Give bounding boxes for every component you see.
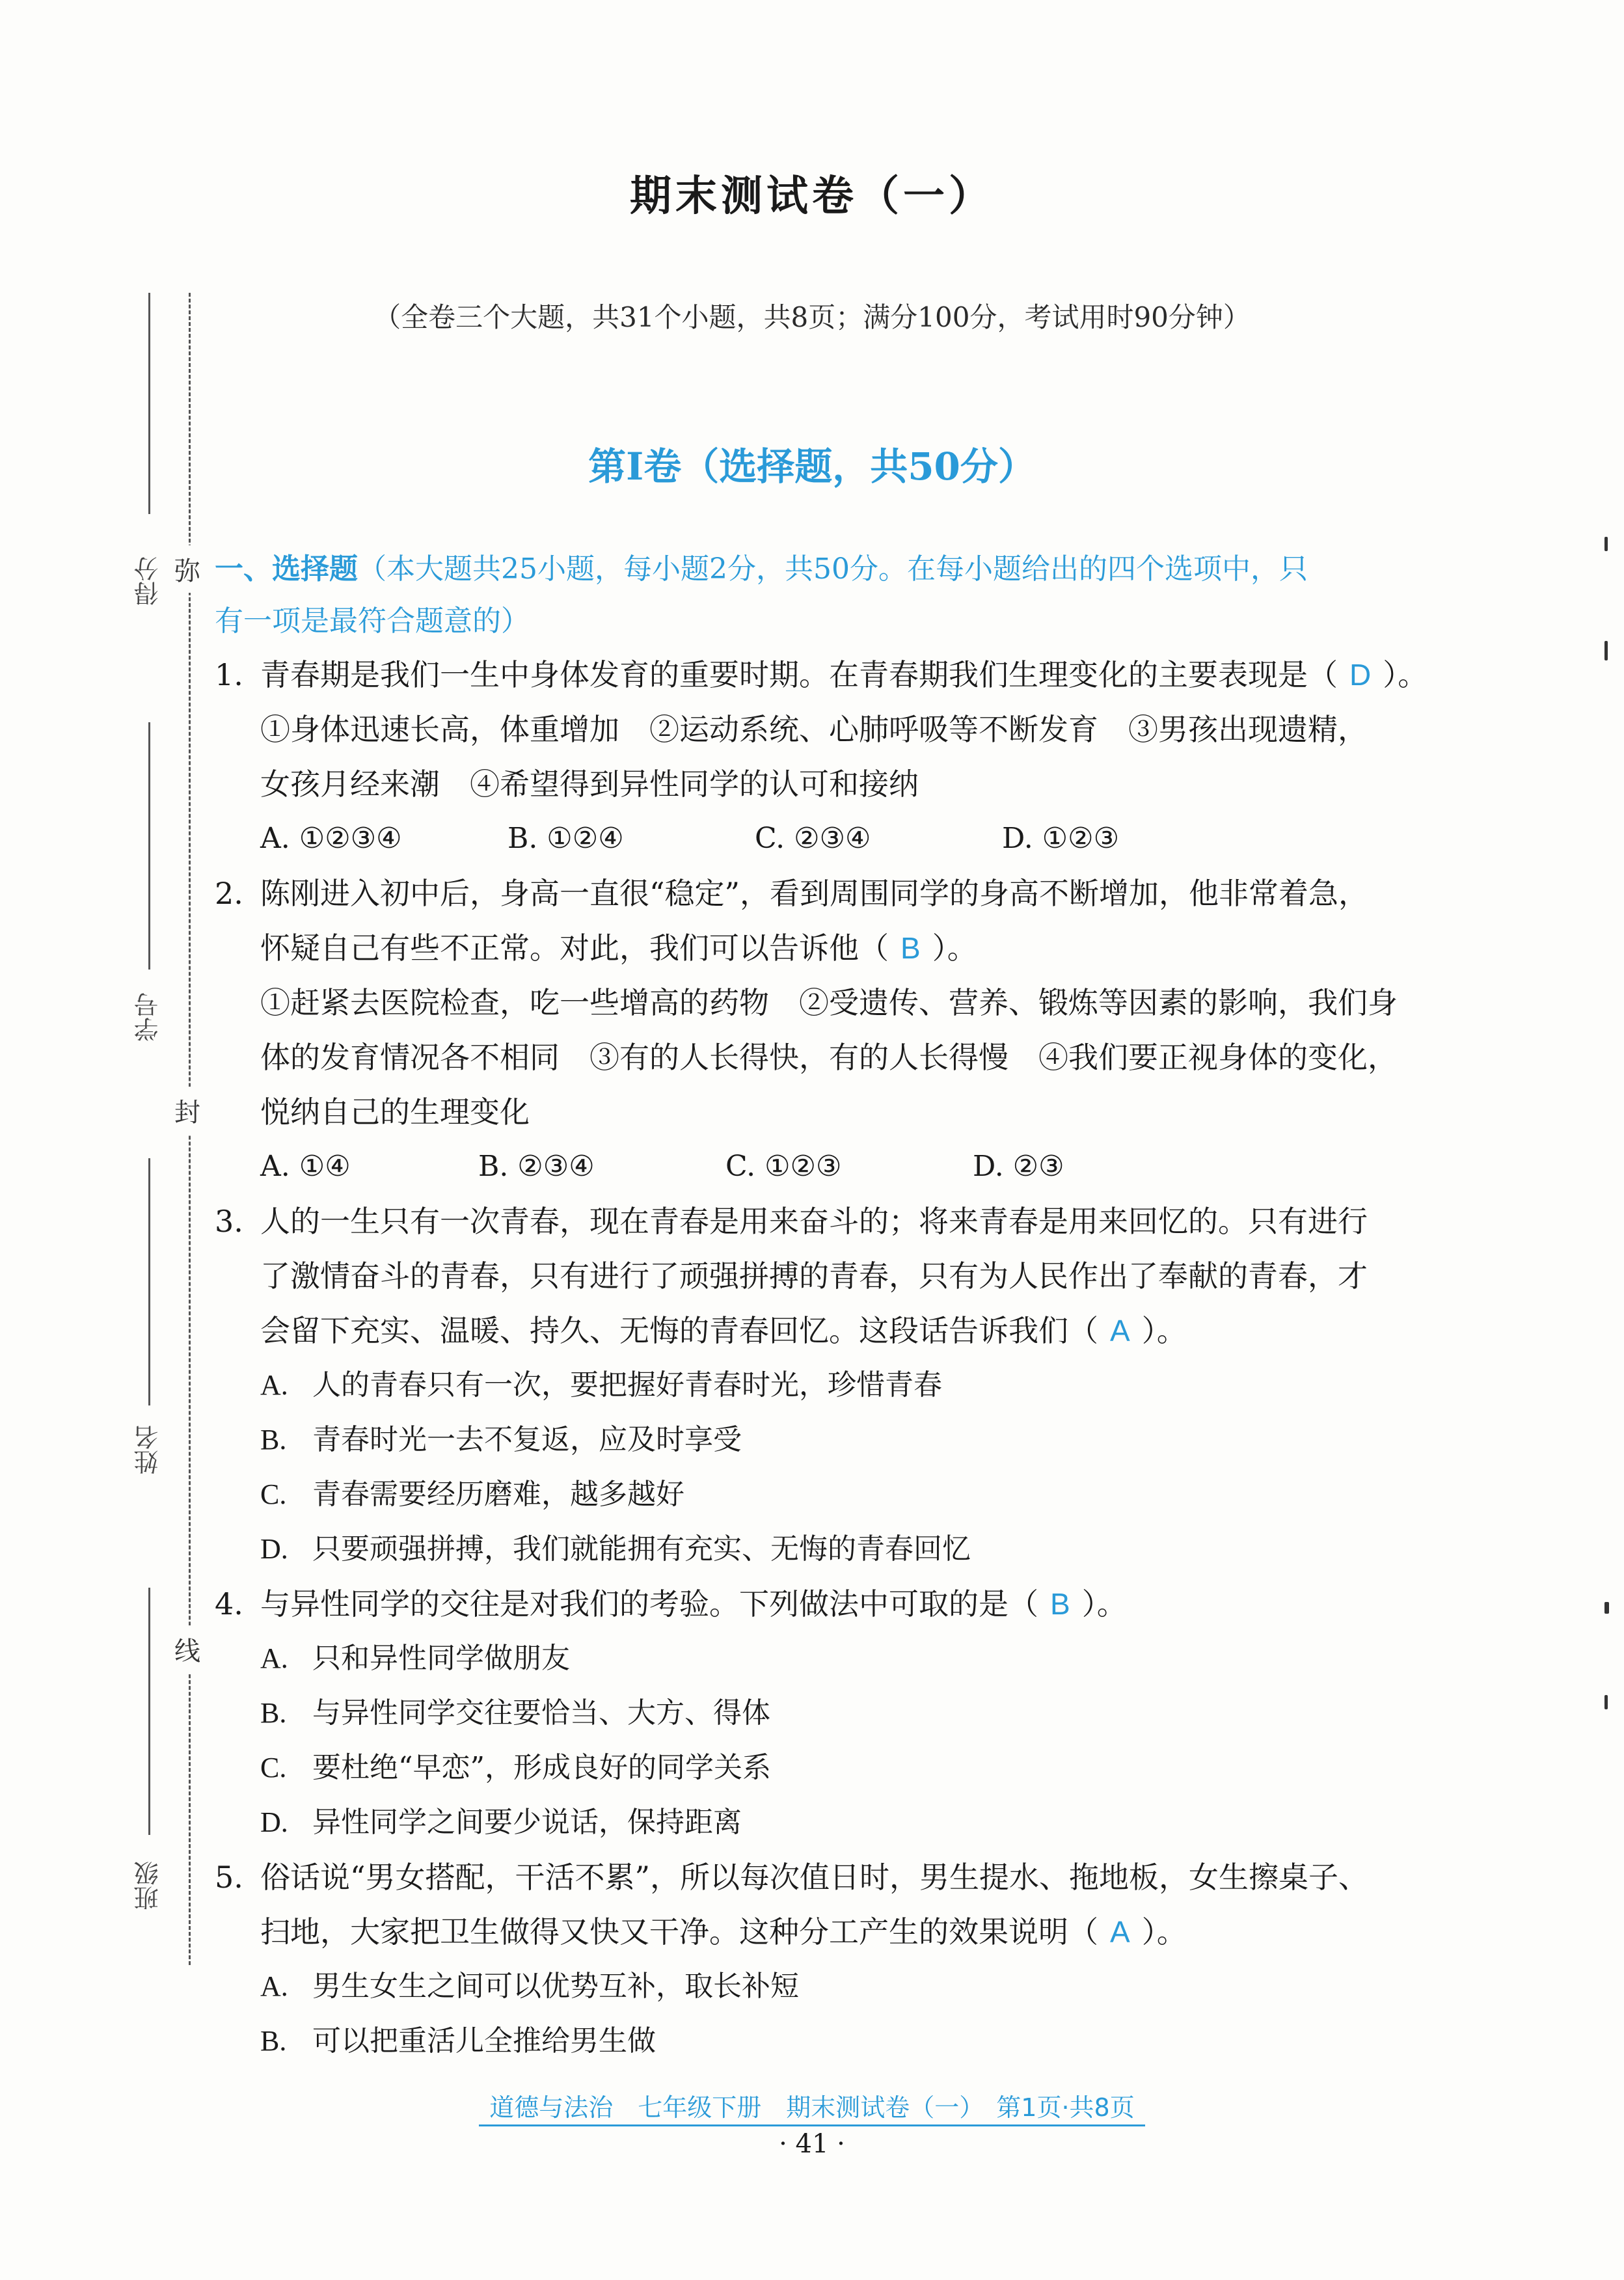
question-stem: 人的一生只有一次青春，现在青春是用来奋斗的；将来青春是用来回忆的。只有进行 <box>260 1204 1368 1239</box>
option-b: B. ②③④ <box>478 1150 595 1183</box>
option-c: C. 青春需要经历磨难，越多越好 <box>260 1478 684 1511</box>
name-line <box>148 1158 150 1405</box>
answer-mark: A <box>1110 1314 1130 1348</box>
option-b: B. 可以把重活儿全推给男生做 <box>260 2024 656 2057</box>
option-d: D. 只要顽强拼搏，我们就能拥有充实、无悔的青春回忆 <box>260 1532 971 1566</box>
scan-mark <box>1604 1602 1609 1614</box>
answer-mark: B <box>900 931 921 965</box>
option-d: D. 异性同学之间要少说话，保持距离 <box>260 1806 742 1839</box>
question-stem: 会留下充实、温暖、持久、无悔的青春回忆。这段话告诉我们（ <box>260 1313 1098 1348</box>
option-b: B. 青春时光一去不复返，应及时享受 <box>260 1423 742 1456</box>
option-a: A. 男生女生之间可以优势互补，取长补短 <box>260 1970 799 2003</box>
question-5 <box>215 1850 1503 2069</box>
option-a: A. 只和异性同学做朋友 <box>260 1642 570 1675</box>
scan-mark <box>1604 1695 1608 1709</box>
option-b: B. 与异性同学交往要恰当、大方、得体 <box>260 1696 770 1730</box>
question-number: 2. <box>215 876 243 911</box>
question-stem: 俗话说“男女搭配，干活不累”，所以每次值日时，男生提水、拖地板，女生擦桌子、 <box>260 1860 1369 1895</box>
option-a: A. ①④ <box>260 1150 351 1183</box>
name-label: 姓名 <box>134 1425 163 1474</box>
exam-instructions: （全卷三个大题，共31个小题，共8页；满分100分，考试用时90分钟） <box>373 301 1251 333</box>
seal-char-xian: 线 <box>174 1625 200 1673</box>
question-3 <box>215 1194 1503 1577</box>
score-label: 得分 <box>134 556 163 606</box>
section-heading: 第Ⅰ卷（选择题，共50分） <box>588 444 1036 489</box>
question-stem: 青春期是我们一生中身体发育的重要时期。在青春期我们生理变化的主要表现是（ <box>260 657 1338 692</box>
score-line <box>148 293 150 514</box>
question-2 <box>215 866 1503 1194</box>
question-number: 3. <box>215 1204 243 1239</box>
page-title: 期末测试卷（一） <box>630 172 994 221</box>
answer-mark: D <box>1349 658 1372 692</box>
answer-mark: A <box>1110 1915 1130 1949</box>
part-heading <box>215 543 1503 595</box>
class-label: 班级 <box>134 1861 163 1910</box>
question-statements: 悦纳自己的生理变化 <box>260 1094 530 1130</box>
question-stem: 扫地，大家把卫生做得又快又干净。这种分工产生的效果说明（ <box>260 1914 1098 1949</box>
option-c: C. ①②③ <box>725 1150 842 1183</box>
class-line <box>148 1588 150 1835</box>
seal-char-feng: 封 <box>174 1087 200 1134</box>
scan-mark <box>1604 641 1608 660</box>
option-c: C. ②③④ <box>755 822 871 855</box>
option-d: D. ①②③ <box>1002 822 1120 855</box>
answer-mark: B <box>1050 1587 1070 1621</box>
question-number: 1. <box>215 657 243 692</box>
part-note: （本大题共25小题，每小题2分，共50分。在每小题给出的四个选项中，只 <box>358 552 1308 586</box>
question-number: 4. <box>215 1586 243 1622</box>
option-d: D. ②③ <box>973 1150 1064 1183</box>
question-number: 5. <box>215 1860 243 1895</box>
student-id-label: 学号 <box>134 992 163 1042</box>
question-statements: ①身体迅速长高，体重增加 ②运动系统、心肺呼吸等不断发育 ③男孩出现遗精， <box>260 712 1368 747</box>
part-note-cont: 有一项是最符合题意的） <box>215 604 530 638</box>
question-stem: 怀疑自己有些不正常。对此，我们可以告诉他（ <box>260 930 889 966</box>
question-statements: ①赶紧去医院检查，吃一些增高的药物 ②受遗传、营养、锻炼等因素的影响，我们身 <box>260 985 1398 1020</box>
question-stem-end: ）。 <box>932 930 977 966</box>
question-4 <box>215 1577 1503 1850</box>
question-area <box>215 543 1503 2069</box>
question-stem-end: ）。 <box>1081 1586 1127 1622</box>
option-a: A. ①②③④ <box>260 822 402 855</box>
question-stem: 与异性同学的交往是对我们的考验。下列做法中可取的是（ <box>260 1586 1038 1622</box>
page-footer <box>0 2087 1624 2123</box>
page-number: · 41 · <box>779 2129 845 2159</box>
question-statements: 体的发育情况各不相同 ③有的人长得快，有的人长得慢 ④我们要正视身体的变化， <box>260 1040 1398 1075</box>
question-stem-end: ）。 <box>1141 1914 1187 1949</box>
question-stem-end: ）。 <box>1383 657 1428 692</box>
option-b: B. ①②④ <box>508 822 624 855</box>
options-row <box>215 811 1503 866</box>
question-statements: 女孩月经来潮 ④希望得到异性同学的认可和接纳 <box>260 767 919 802</box>
footer-text: 道德与法治 七年级下册 期末测试卷（一） 第1页·共8页 <box>479 2093 1144 2126</box>
question-1 <box>215 647 1503 866</box>
option-a: A. 人的青春只有一次，要把握好青春时光，珍惜青春 <box>260 1368 942 1402</box>
question-stem: 了激情奋斗的青春，只有进行了顽强拼搏的青春，只有为人民作出了奉献的青春，才 <box>260 1258 1368 1294</box>
option-c: C. 要杜绝“早恋”，形成良好的同学关系 <box>260 1751 771 1784</box>
student-id-line <box>148 722 150 970</box>
options-row <box>215 1139 1503 1194</box>
part-label: 一、选择题 <box>215 552 358 586</box>
question-stem-end: ）。 <box>1141 1313 1187 1348</box>
seal-char-mi: 弥 <box>174 545 200 593</box>
scan-mark <box>1604 537 1608 551</box>
question-stem: 陈刚进入初中后，身高一直很“稳定”，看到周围同学的身高不断增加，他非常着急， <box>260 876 1369 911</box>
